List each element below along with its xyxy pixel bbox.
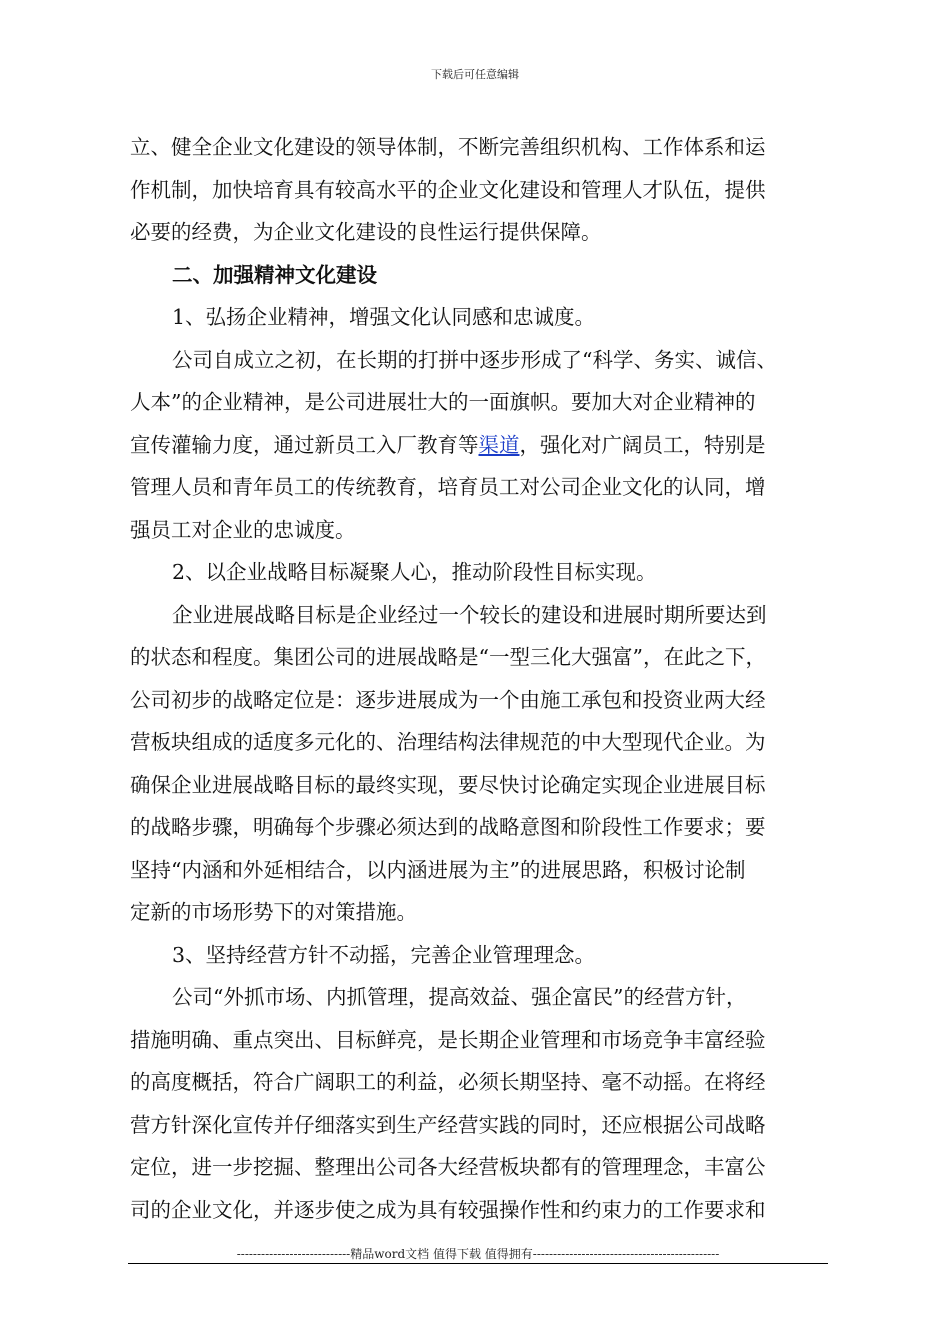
- paragraph-line: 定位，进一步挖掘、整理出公司各大经营板块都有的管理理念，丰富公: [130, 1155, 766, 1179]
- paragraph-line: 必要的经费，为企业文化建设的良性运行提供保障。: [130, 220, 602, 244]
- paragraph-line: 司的企业文化，并逐步使之成为具有较强操作性和约束力的工作要求和: [130, 1197, 766, 1222]
- page-header-note: 下载后可任意编辑: [431, 68, 519, 81]
- paragraph-line: 管理人员和青年员工的传统教育，培育员工对公司企业文化的认同，增: [130, 475, 766, 499]
- paragraph-line: 公司自成立之初，在长期的打拼中逐步形成了“科学、务实、诚信、: [172, 347, 777, 372]
- text-segment: 宣传灌输力度，通过新员工入厂教育等: [130, 432, 479, 457]
- paragraph-line: 定新的市场形势下的对策措施。: [130, 900, 417, 924]
- page-footer-note: ----------------------------精品word文档 值得下载 值得拥有----------------------------------------------: [236, 1247, 720, 1261]
- paragraph-line: 的战略步骤，明确每个步骤必须达到的战略意图和阶段性工作要求；要: [130, 815, 766, 839]
- paragraph-line: 营板块组成的适度多元化的、治理结构法律规范的中大型现代企业。为: [130, 730, 766, 754]
- footer-divider: [128, 1263, 828, 1264]
- paragraph-line: 公司“外抓市场、内抓管理，提高效益、强企富民”的经营方针，: [172, 985, 747, 1009]
- paragraph-line: 强员工对企业的忠诚度。: [130, 517, 356, 542]
- paragraph-line: 确保企业进展战略目标的最终实现，要尽快讨论确定实现企业进展目标: [130, 772, 766, 797]
- paragraph-line: 措施明确、重点突出、目标鲜亮，是长期企业管理和市场竞争丰富经验: [130, 1027, 766, 1052]
- paragraph-line: 人本”的企业精神，是公司进展壮大的一面旗帜。要加大对企业精神的: [130, 390, 756, 414]
- paragraph-line: 的高度概括，符合广阔职工的利益，必须长期坚持、毫不动摇。在将经: [130, 1070, 766, 1094]
- paragraph-line: [130, 424, 830, 467]
- section-heading: 二、加强精神文化建设: [172, 262, 377, 287]
- subsection-title: 1、弘扬企业精神，增强文化认同感和忠诚度。: [172, 305, 596, 329]
- channel-link[interactable]: 渠道: [478, 432, 520, 457]
- text-segment: ，强化对广阔员工，特别是: [519, 432, 766, 457]
- subsection-title: 2、以企业战略目标凝聚人心，推动阶段性目标实现。: [172, 560, 657, 584]
- paragraph-line: 坚持“内涵和外延相结合，以内涵进展为主”的进展思路，积极讨论制: [130, 857, 746, 882]
- paragraph-line: 作机制，加快培育具有较高水平的企业文化建设和管理人才队伍，提供: [130, 177, 766, 202]
- paragraph-line: 营方针深化宣传并仔细落实到生产经营实践的同时，还应根据公司战略: [130, 1112, 766, 1137]
- subsection-title: 3、坚持经营方针不动摇，完善企业管理理念。: [172, 942, 596, 967]
- paragraph-line: 企业进展战略目标是企业经过一个较长的建设和进展时期所要达到: [172, 602, 767, 627]
- paragraph-line: 立、健全企业文化建设的领导体制，不断完善组织机构、工作体系和运: [130, 135, 766, 159]
- document-body: [130, 126, 830, 1231]
- paragraph-line: 的状态和程度。集团公司的进展战略是“一型三化大强富”，在此之下，: [130, 645, 766, 669]
- paragraph-line: 公司初步的战略定位是：逐步进展成为一个由施工承包和投资业两大经: [130, 687, 766, 712]
